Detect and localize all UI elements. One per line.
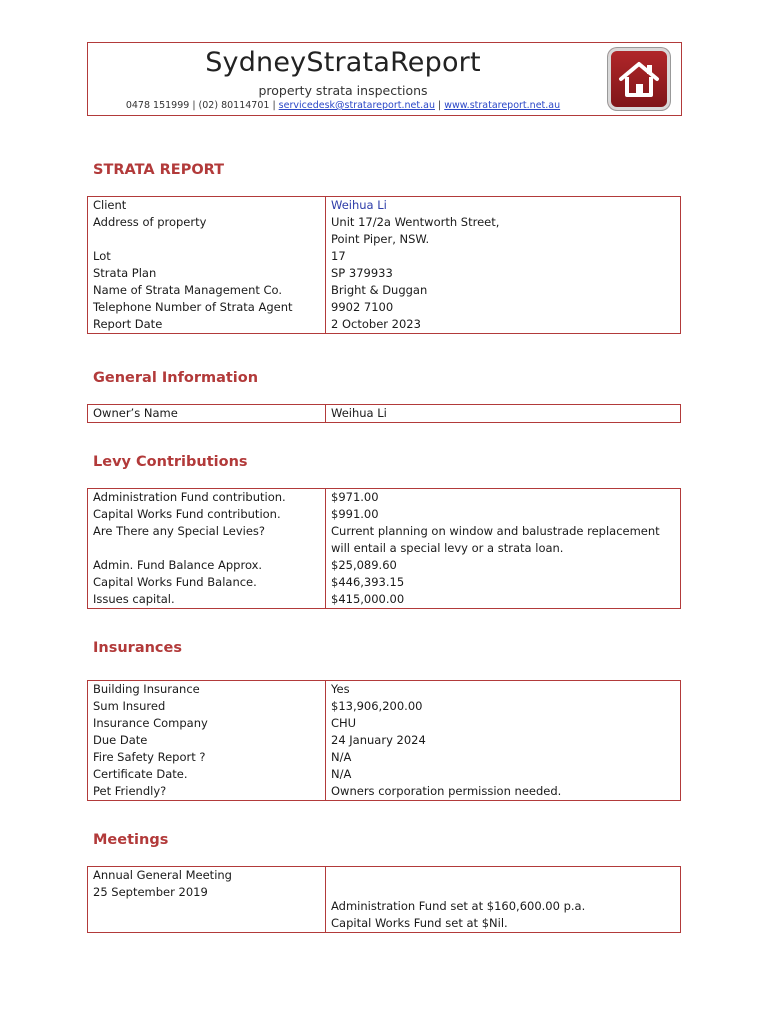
row-value: $971.00 [326, 489, 681, 507]
table-row [88, 523, 681, 557]
row-label: Pet Friendly? [88, 783, 326, 801]
row-value: 2 October 2023 [326, 316, 681, 334]
table-row [88, 506, 681, 523]
row-value: Owners corporation permission needed. [326, 783, 681, 801]
row-label: Capital Works Fund contribution. [88, 506, 326, 523]
admin-fund-outcome: Administration Fund set at $160,600.00 p.a. [331, 899, 586, 913]
website-link[interactable]: www.stratareport.net.au [444, 100, 561, 111]
row-label: Telephone Number of Strata Agent [88, 299, 326, 316]
row-value: $13,906,200.00 [326, 698, 681, 715]
row-label: Sum Insured [88, 698, 326, 715]
table-row [88, 766, 681, 783]
row-value: $25,089.60 [326, 557, 681, 574]
phone-numbers: 0478 151999 | (02) 80114701 | [125, 100, 276, 111]
letterhead [87, 42, 682, 116]
table-row [88, 265, 681, 282]
row-value: SP 379933 [326, 265, 681, 282]
meetings-title: Meetings [93, 832, 169, 848]
row-value: $991.00 [326, 506, 681, 523]
brand-name: SydneyStrataReport [205, 47, 481, 78]
levy-contributions-table [87, 488, 681, 609]
row-value: Yes [326, 681, 681, 699]
table-row [88, 282, 681, 299]
contact-line [88, 100, 598, 111]
row-value: 9902 7100 [326, 299, 681, 316]
row-value: Weihua Li [326, 405, 681, 423]
table-row [88, 557, 681, 574]
row-label: Certificate Date. [88, 766, 326, 783]
special-levy-line-1: Current planning on window and balustrade replacement [331, 524, 660, 538]
table-row [88, 316, 681, 334]
meetings-table [87, 866, 681, 933]
table-row [88, 197, 681, 215]
general-information-title: General Information [93, 370, 259, 386]
email-link[interactable]: servicedesk@stratareport.net.au [278, 100, 435, 111]
brand-tagline: property strata inspections [258, 83, 428, 98]
meeting-outcome [326, 867, 681, 933]
contact-separator: | [438, 100, 442, 111]
house-icon [608, 48, 670, 110]
row-label: Lot [88, 248, 326, 265]
row-value: CHU [326, 715, 681, 732]
row-value: 17 [326, 248, 681, 265]
row-label: Report Date [88, 316, 326, 334]
strata-report-title: STRATA REPORT [93, 162, 225, 178]
insurances-title: Insurances [93, 640, 182, 656]
capital-works-outcome: Capital Works Fund set at $Nil. [331, 916, 508, 930]
table-row [88, 591, 681, 609]
table-row [88, 405, 681, 423]
insurances-table [87, 680, 681, 801]
row-label: Capital Works Fund Balance. [88, 574, 326, 591]
row-value: $446,393.15 [326, 574, 681, 591]
row-value: 24 January 2024 [326, 732, 681, 749]
row-label: Name of Strata Management Co. [88, 282, 326, 299]
meeting-date: 25 September 2019 [93, 885, 208, 899]
strata-report-table [87, 196, 681, 334]
row-value [326, 214, 681, 248]
table-row [88, 299, 681, 316]
table-row [88, 715, 681, 732]
table-row [88, 698, 681, 715]
table-row [88, 489, 681, 507]
table-row [88, 574, 681, 591]
row-label: Administration Fund contribution. [88, 489, 326, 507]
table-row [88, 732, 681, 749]
row-label: Are There any Special Levies? [88, 523, 326, 557]
row-label: Building Insurance [88, 681, 326, 699]
row-value: Bright & Duggan [326, 282, 681, 299]
row-label: Client [88, 197, 326, 215]
row-value: $415,000.00 [326, 591, 681, 609]
client-name: Weihua Li [326, 197, 681, 215]
special-levy-line-2: will entail a special levy or a strata loan. [331, 541, 564, 555]
general-information-table [87, 404, 681, 423]
levy-contributions-title: Levy Contributions [93, 454, 248, 470]
row-label: Admin. Fund Balance Approx. [88, 557, 326, 574]
row-value: N/A [326, 749, 681, 766]
table-row [88, 783, 681, 801]
row-label: Strata Plan [88, 265, 326, 282]
meeting-type: Annual General Meeting [93, 868, 232, 882]
row-label: Fire Safety Report ? [88, 749, 326, 766]
row-label: Insurance Company [88, 715, 326, 732]
row-label: Due Date [88, 732, 326, 749]
address-line-2: Point Piper, NSW. [331, 232, 430, 246]
table-row [88, 248, 681, 265]
table-row [88, 214, 681, 248]
table-row [88, 867, 681, 933]
row-label: Issues capital. [88, 591, 326, 609]
address-line-1: Unit 17/2a Wentworth Street, [331, 215, 500, 229]
row-label: Owner’s Name [88, 405, 326, 423]
row-value [326, 523, 681, 557]
table-row [88, 681, 681, 699]
meeting-label [88, 867, 326, 933]
table-row [88, 749, 681, 766]
row-value: N/A [326, 766, 681, 783]
row-label: Address of property [88, 214, 326, 248]
